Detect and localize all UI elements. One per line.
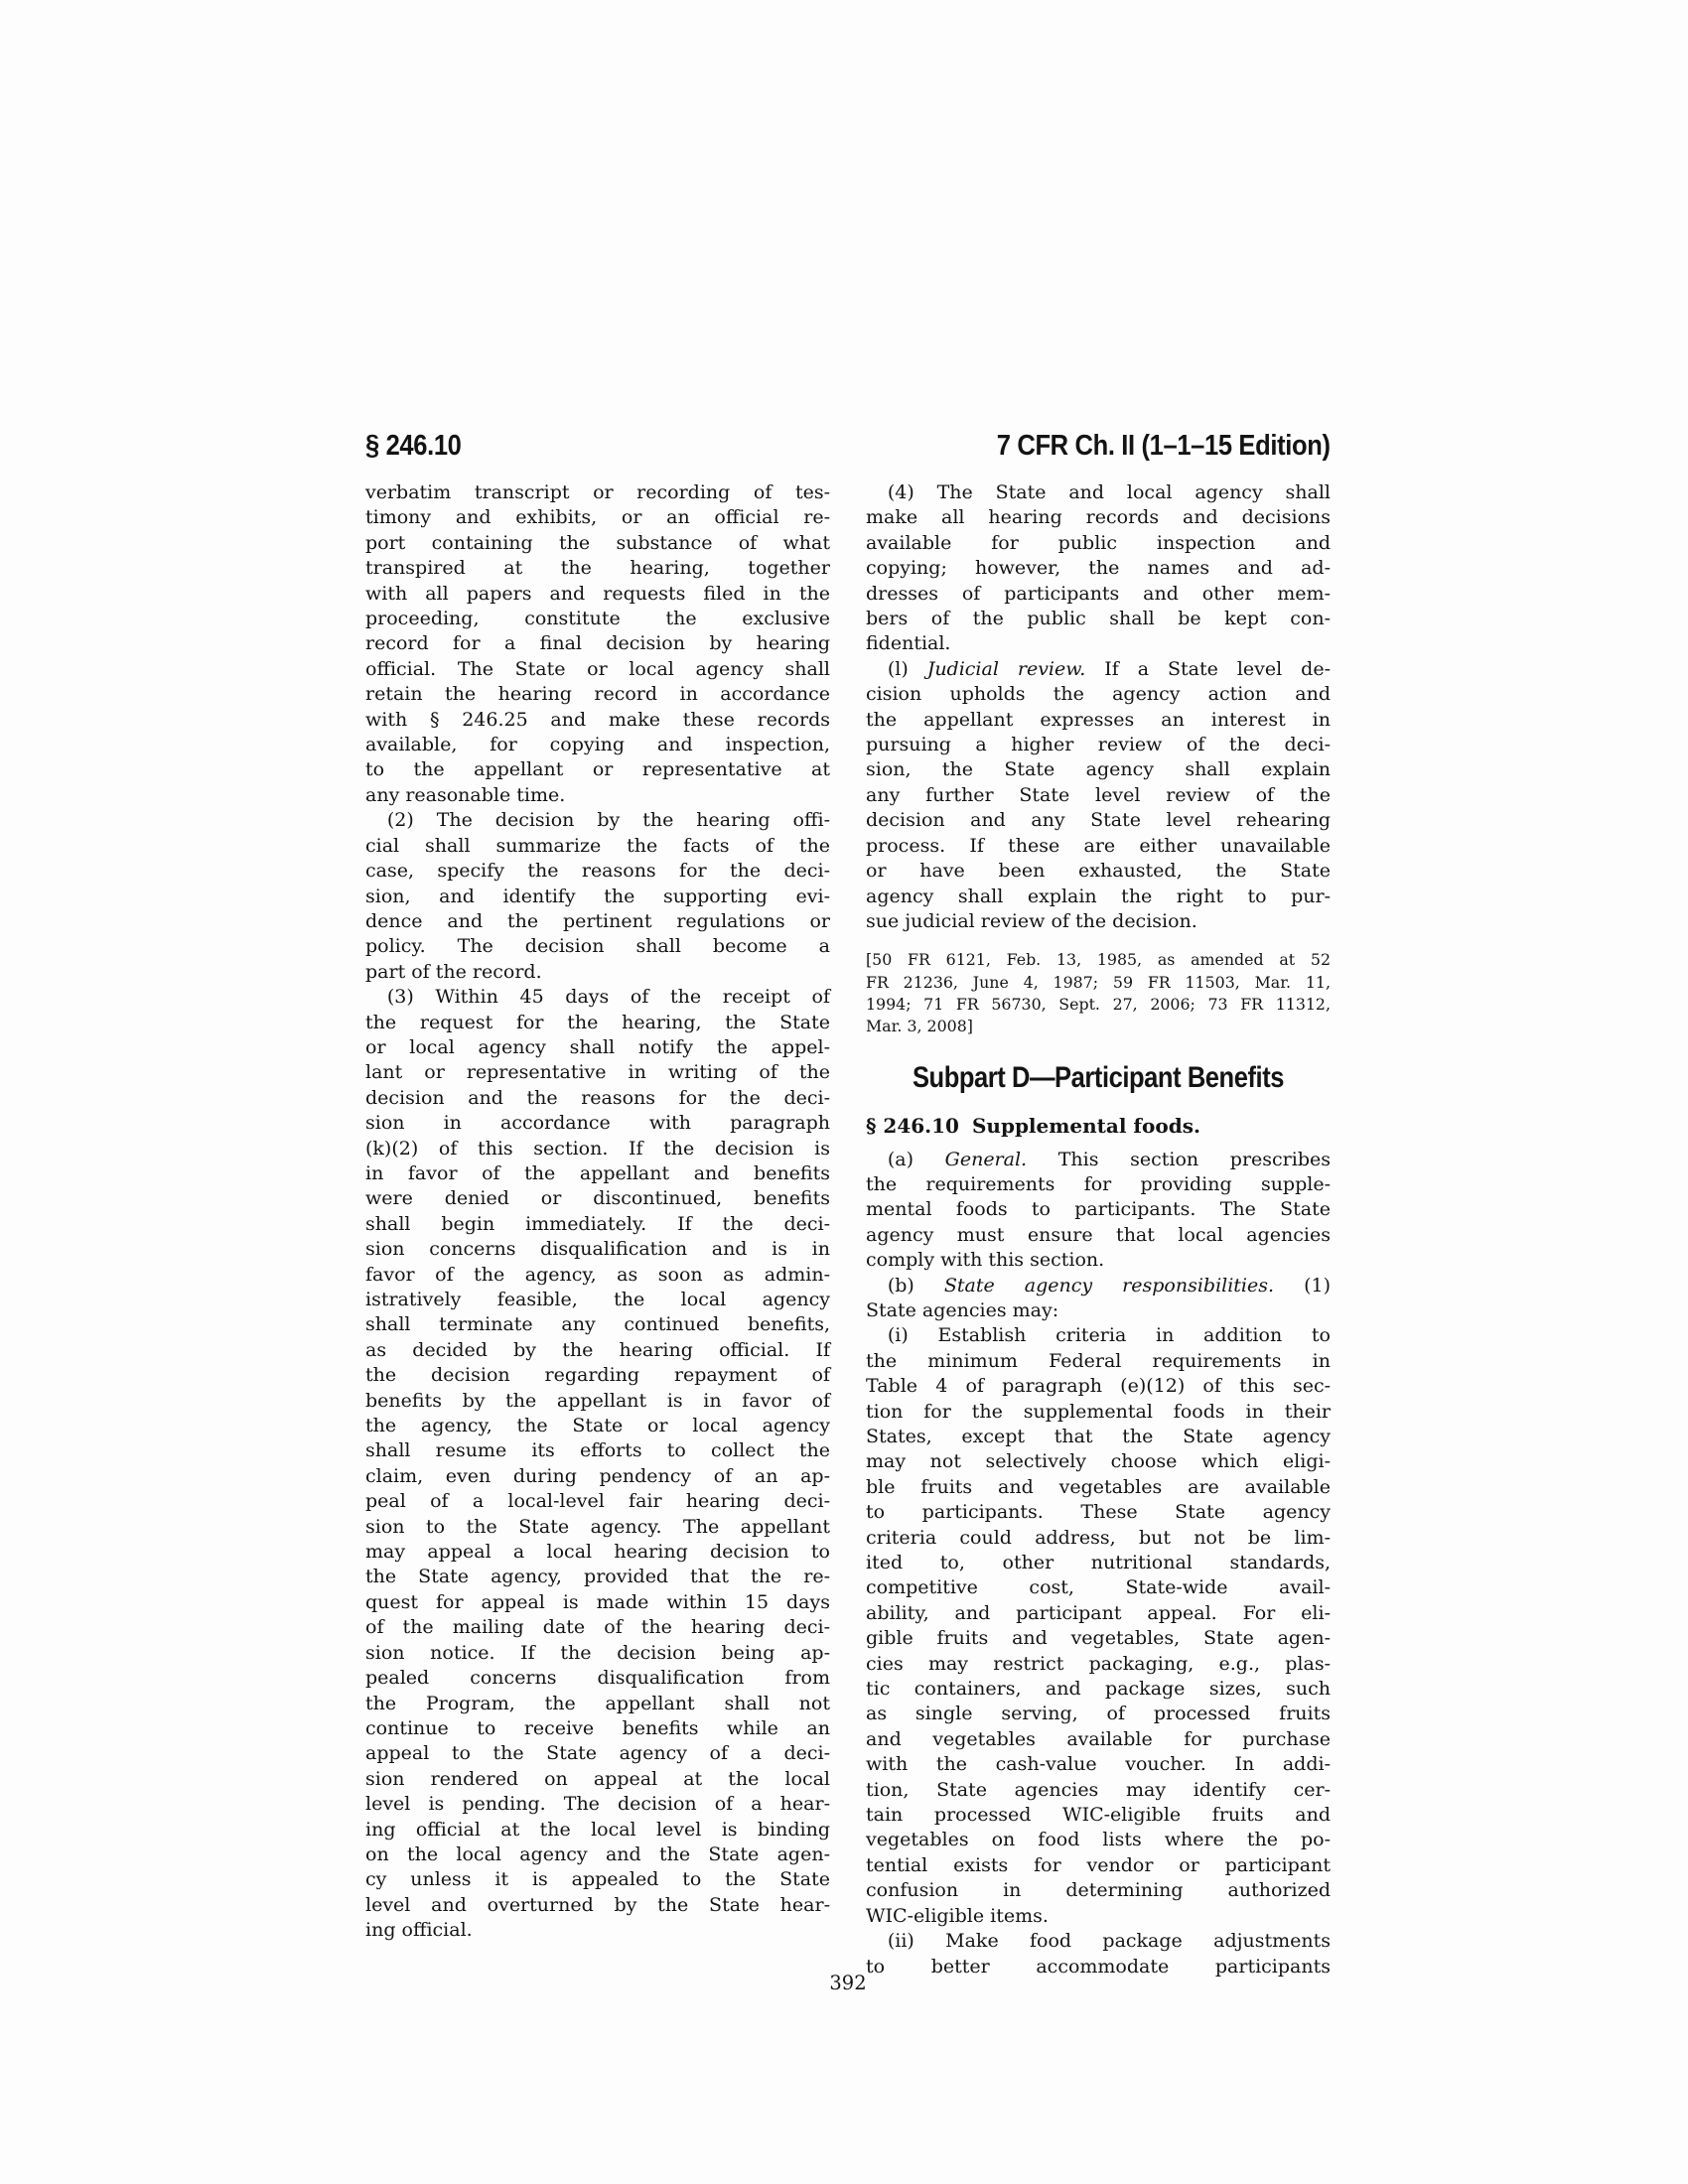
citation-block bbox=[866, 949, 1331, 1037]
text-line: the decision regarding repayment of bbox=[365, 1364, 830, 1387]
text-line: retain the hearing record in accordance bbox=[365, 683, 830, 706]
text-line: benefits by the appellant is in favor of bbox=[365, 1389, 830, 1412]
right-column bbox=[866, 480, 1331, 1979]
text-line: or have been exhausted, the State bbox=[866, 860, 1331, 883]
text-line: State agencies may: bbox=[866, 1298, 1059, 1321]
text-line: [50 FR 6121, Feb. 13, 1985, as amended at 52 bbox=[866, 950, 1331, 970]
italic-text: Judicial review. bbox=[926, 657, 1086, 680]
text-line: official. The State or local agency shall bbox=[365, 657, 830, 680]
text-line: cy unless it is appealed to the State bbox=[365, 1868, 830, 1891]
text-line: ability, and participant appeal. For eli- bbox=[866, 1601, 1331, 1624]
text-line: tain processed WIC-eligible fruits and bbox=[866, 1804, 1331, 1827]
text-line: available for public inspection and bbox=[866, 531, 1331, 554]
text-line: competitive cost, State-wide avail- bbox=[866, 1576, 1331, 1599]
text-line: ing official. bbox=[365, 1919, 473, 1942]
text-line: proceeding, constitute the exclusive bbox=[365, 608, 830, 630]
text-line: 1994; 71 FR 56730, Sept. 27, 2006; 73 FR 11312, bbox=[866, 994, 1331, 1014]
text-line: may not selectively choose which eligi- bbox=[866, 1450, 1331, 1473]
text-line: criteria could address, but not be lim- bbox=[866, 1526, 1331, 1549]
text-line: (i) Establish criteria in addition to bbox=[887, 1324, 1331, 1347]
text-line: (b) State agency responsibilities. (1) bbox=[887, 1274, 1331, 1297]
text-line: tion, State agencies may identify cer- bbox=[866, 1778, 1331, 1801]
text-line: tion for the supplemental foods in their bbox=[866, 1400, 1331, 1423]
text-line: sion, the State agency shall explain bbox=[866, 758, 1331, 781]
text-line: (k)(2) of this section. If the decision is bbox=[365, 1137, 830, 1160]
text-line: the requirements for providing supple- bbox=[866, 1172, 1331, 1195]
text-line: of the mailing date of the hearing deci- bbox=[365, 1616, 830, 1639]
italic-text: State agency responsibilities. bbox=[943, 1274, 1275, 1297]
text-line: sion notice. If the decision being ap- bbox=[365, 1641, 830, 1664]
text-line: cies may restrict packaging, e.g., plas- bbox=[866, 1652, 1331, 1675]
text-line: States, except that the State agency bbox=[866, 1425, 1331, 1447]
text-line: on the local agency and the State agen- bbox=[365, 1843, 830, 1865]
text-line: sion, and identify the supporting evi- bbox=[365, 885, 830, 907]
text-line: dence and the pertinent regulations or bbox=[365, 909, 830, 932]
text-line: appeal to the State agency of a deci- bbox=[365, 1742, 830, 1765]
text-line: tential exists for vendor or participant bbox=[866, 1853, 1331, 1876]
text-line: dresses of participants and other mem- bbox=[866, 582, 1331, 605]
text-line: peal of a local-level fair hearing deci- bbox=[365, 1490, 830, 1513]
text-line: were denied or discontinued, benefits bbox=[365, 1187, 830, 1210]
text-line: any reasonable time. bbox=[365, 783, 566, 806]
left-column bbox=[365, 480, 830, 1979]
text-line: agency shall explain the right to pur- bbox=[866, 885, 1331, 907]
text-line: the request for the hearing, the State bbox=[365, 1011, 830, 1033]
text-line: bers of the public shall be kept con- bbox=[866, 608, 1331, 630]
text-line: WIC-eligible items. bbox=[866, 1904, 1049, 1927]
text-line: timony and exhibits, or an official re- bbox=[365, 506, 830, 529]
text-line: make all hearing records and decisions bbox=[866, 506, 1331, 529]
text-line: quest for appeal is made within 15 days bbox=[365, 1590, 830, 1613]
text-line: vegetables on food lists where the po- bbox=[866, 1829, 1331, 1851]
text-line: Table 4 of paragraph (e)(12) of this sec- bbox=[866, 1375, 1331, 1398]
text-line: sion rendered on appeal at the local bbox=[365, 1767, 830, 1790]
text-line: the agency, the State or local agency bbox=[365, 1415, 830, 1437]
right-column-bottom-paragraphs bbox=[866, 1148, 1331, 1979]
text-line: (ii) Make food package adjustments bbox=[887, 1930, 1331, 1953]
text-line: favor of the agency, as soon as admin- bbox=[365, 1263, 830, 1286]
text-line: (3) Within 45 days of the receipt of bbox=[386, 986, 830, 1009]
text-line: the minimum Federal requirements in bbox=[866, 1349, 1331, 1372]
text-line: and vegetables available for purchase bbox=[866, 1727, 1331, 1750]
text-line: fidential. bbox=[866, 632, 951, 655]
page-number: 392 bbox=[829, 1972, 867, 1994]
two-column-text-block bbox=[365, 480, 1331, 1979]
text-line: case, specify the reasons for the deci- bbox=[365, 860, 830, 883]
text-line: the Program, the appellant shall not bbox=[365, 1692, 830, 1714]
text-line: with § 246.25 and make these records bbox=[365, 708, 830, 731]
text-line: or local agency shall notify the appel- bbox=[365, 1035, 830, 1058]
text-line: in favor of the appellant and benefits bbox=[365, 1161, 830, 1184]
text-line: FR 21236, June 4, 1987; 59 FR 11503, Mar. 11, bbox=[866, 972, 1331, 992]
text-line: lant or representative in writing of the bbox=[365, 1061, 830, 1084]
text-line: copying; however, the names and ad- bbox=[866, 557, 1331, 580]
right-column-top-paragraphs bbox=[866, 480, 1331, 934]
section-heading-number: § 246.10 bbox=[866, 1113, 959, 1138]
text-line: sue judicial review of the decision. bbox=[866, 909, 1197, 932]
text-line: cision upholds the agency action and bbox=[866, 683, 1331, 706]
text-line: (l) Judicial review. If a State level de- bbox=[887, 657, 1332, 680]
running-header-edition: 7 CFR Ch. II (1–1–15 Edition) bbox=[997, 430, 1331, 462]
text-line: with the cash-value voucher. In addi- bbox=[866, 1753, 1331, 1776]
text-line: level is pending. The decision of a hear- bbox=[365, 1793, 830, 1816]
text-line: as single serving, of processed fruits bbox=[866, 1703, 1331, 1725]
running-header-section: § 246.10 bbox=[365, 430, 462, 462]
text-line: policy. The decision shall become a bbox=[365, 935, 830, 958]
text-line: decision and the reasons for the deci- bbox=[365, 1086, 830, 1109]
text-line: to better accommodate participants bbox=[866, 1955, 1331, 1978]
section-heading bbox=[866, 1113, 1331, 1139]
text-line: (a) General. This section prescribes bbox=[887, 1148, 1331, 1170]
text-line: cial shall summarize the facts of the bbox=[365, 834, 830, 857]
text-line: (4) The State and local agency shall bbox=[887, 481, 1331, 503]
text-line: sion in accordance with paragraph bbox=[365, 1112, 830, 1135]
text-line: decision and any State level rehearing bbox=[866, 809, 1331, 832]
text-line: shall begin immediately. If the deci- bbox=[365, 1212, 830, 1235]
text-line: sion to the State agency. The appellant bbox=[365, 1515, 830, 1538]
text-line: continue to receive benefits while an bbox=[365, 1716, 830, 1739]
text-line: claim, even during pendency of an ap- bbox=[365, 1464, 830, 1487]
section-heading-title: Supplemental foods. bbox=[971, 1113, 1200, 1138]
text-line: shall terminate any continued benefits, bbox=[365, 1313, 830, 1336]
text-line: agency must ensure that local agencies bbox=[866, 1223, 1331, 1246]
text-line: pursuing a higher review of the deci- bbox=[866, 734, 1331, 756]
text-line: the appellant expresses an interest in bbox=[866, 708, 1331, 731]
text-line: istratively feasible, the local agency bbox=[365, 1289, 830, 1310]
text-line: to the appellant or representative at bbox=[365, 758, 830, 781]
text-line: Mar. 3, 2008] bbox=[866, 1017, 973, 1036]
subpart-heading: Subpart D—Participant Benefits bbox=[912, 1060, 1285, 1094]
text-line: (2) The decision by the hearing offi- bbox=[386, 809, 830, 832]
text-line: process. If these are either unavailable bbox=[866, 834, 1331, 857]
text-line: comply with this section. bbox=[866, 1249, 1105, 1272]
text-line: available, for copying and inspection, bbox=[365, 734, 830, 756]
text-line: verbatim transcript or recording of tes- bbox=[365, 481, 830, 503]
text-line: part of the record. bbox=[365, 960, 542, 983]
text-line: any further State level review of the bbox=[866, 783, 1331, 806]
text-line: record for a final decision by hearing bbox=[365, 632, 830, 655]
text-line: pealed concerns disqualification from bbox=[365, 1667, 830, 1690]
text-line: may appeal a local hearing decision to bbox=[365, 1541, 830, 1564]
text-line: transpired at the hearing, together bbox=[365, 557, 830, 580]
text-line: the State agency, provided that the re- bbox=[365, 1566, 830, 1588]
text-line: mental foods to participants. The State bbox=[866, 1198, 1331, 1221]
running-header bbox=[365, 430, 1331, 462]
text-line: port containing the substance of what bbox=[365, 531, 830, 554]
text-line: with all papers and requests filed in the bbox=[365, 582, 830, 605]
italic-text: General. bbox=[944, 1148, 1028, 1170]
text-line: shall resume its efforts to collect the bbox=[365, 1439, 830, 1462]
text-line: ited to, other nutritional standards, bbox=[866, 1552, 1331, 1573]
text-line: ble fruits and vegetables are available bbox=[866, 1475, 1331, 1498]
text-line: to participants. These State agency bbox=[866, 1501, 1331, 1524]
text-line: level and overturned by the State hear- bbox=[365, 1893, 830, 1916]
text-line: ing official at the local level is binding bbox=[365, 1818, 830, 1841]
text-line: as decided by the hearing official. If bbox=[365, 1338, 830, 1361]
text-line: gible fruits and vegetables, State agen- bbox=[866, 1627, 1331, 1650]
text-line: sion concerns disqualification and is in bbox=[365, 1238, 830, 1261]
text-line: confusion in determining authorized bbox=[866, 1879, 1331, 1902]
text-line: tic containers, and package sizes, such bbox=[866, 1678, 1331, 1701]
